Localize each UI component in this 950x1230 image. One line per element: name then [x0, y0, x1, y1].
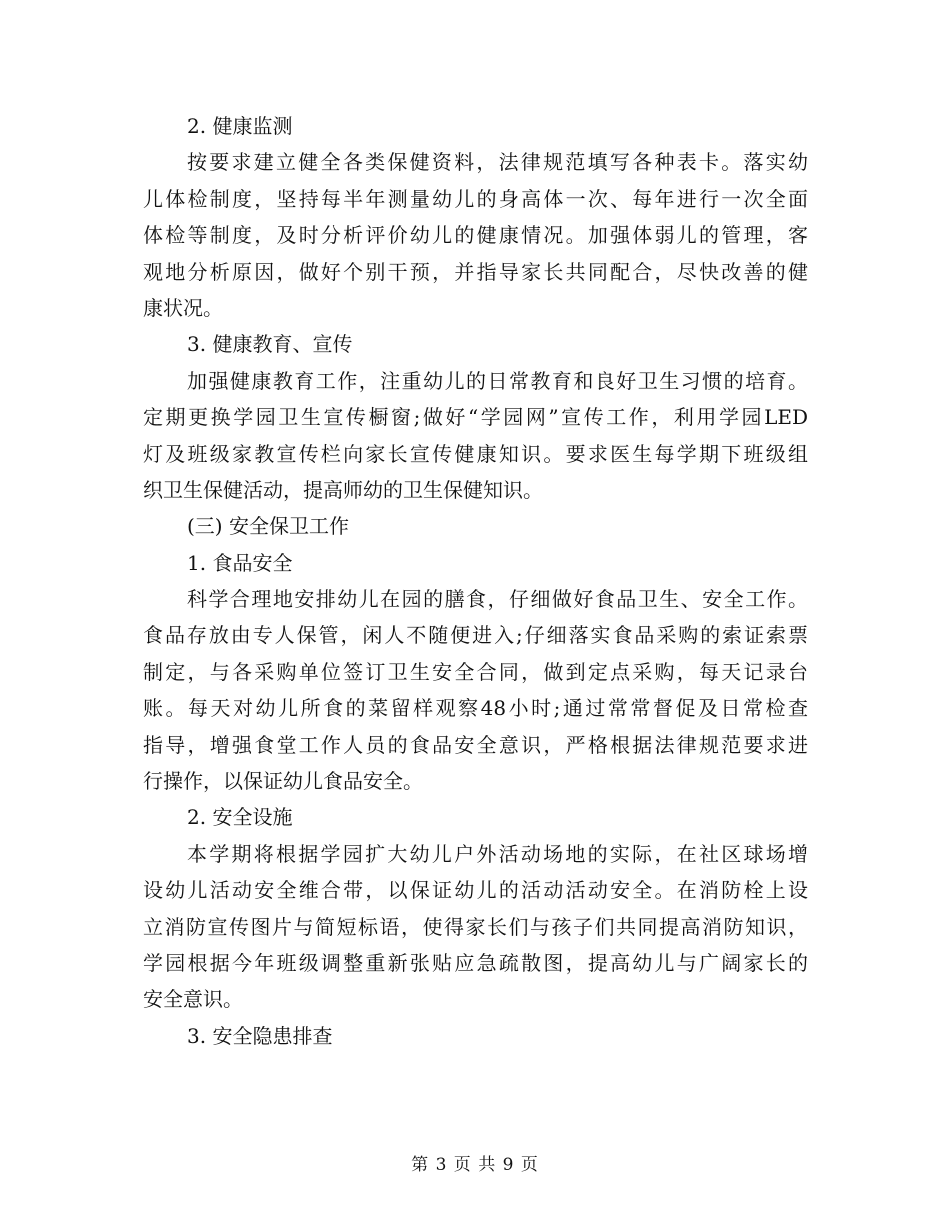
paragraph-line: 账。每天对幼儿所食的菜留样观察48小时;通过常常督促及日常检查: [143, 696, 808, 721]
paragraph-line: 行操作，以保证幼儿食品安全。: [143, 769, 423, 794]
paragraph-line: 食品存放由专人保管，闲人不随便进入;仔细落实食品采购的索证索票: [143, 623, 808, 648]
paragraph-line: 设幼儿活动安全维合带，以保证幼儿的活动活动安全。在消防栓上设: [143, 878, 808, 903]
paragraph-line: 加强健康教育工作，注重幼儿的日常教育和良好卫生习惯的培育。: [187, 368, 808, 393]
paragraph-line: 体检等制度，及时分析评价幼儿的健康情况。加强体弱儿的管理，客: [143, 223, 808, 248]
paragraph-line: 织卫生保健活动，提高师幼的卫生保健知识。: [143, 477, 543, 502]
paragraph-line: 康状况。: [143, 295, 223, 320]
heading-health-monitoring: 2. 健康监测: [187, 114, 293, 138]
heading-safety-facilities: 2. 安全设施: [187, 805, 293, 830]
paragraph-line: 定期更换学园卫生宣传橱窗;做好“学园网”宣传工作，利用学园LED: [143, 405, 808, 430]
page-number-footer: 第 3 页 共 9 页: [411, 1155, 539, 1175]
paragraph-line: 制定，与各采购单位签订卫生安全合同，做到定点采购，每天记录台: [143, 659, 808, 684]
section-heading-security: (三) 安全保卫工作: [187, 514, 349, 539]
paragraph-line: 学园根据今年班级调整重新张贴应急疏散图，提高幼儿与广阔家长的: [143, 950, 808, 975]
paragraph-line: 观地分析原因，做好个别干预，并指导家长共同配合，尽快改善的健: [143, 259, 808, 284]
document-body: [143, 108, 808, 1054]
heading-health-education: 3. 健康教育、宣传: [187, 332, 353, 357]
paragraph-line: 按要求建立健全各类保健资料，法律规范填写各种表卡。落实幼: [187, 150, 808, 175]
paragraph-line: 本学期将根据学园扩大幼儿户外活动场地的实际，在社区球场增: [187, 841, 808, 866]
paragraph-line: 安全意识。: [143, 987, 243, 1012]
paragraph-line: 灯及班级家教宣传栏向家长宣传健康知识。要求医生每学期下班级组: [143, 441, 808, 466]
paragraph-line: 科学合理地安排幼儿在园的膳食，仔细做好食品卫生、安全工作。: [187, 587, 808, 612]
paragraph-line: 指导，增强食堂工作人员的食品安全意识，严格根据法律规范要求进: [143, 732, 808, 757]
heading-hazard-inspection: 3. 安全隐患排查: [187, 1023, 333, 1048]
paragraph-line: 儿体检制度，坚持每半年测量幼儿的身高体一次、每年进行一次全面: [143, 186, 808, 211]
heading-food-safety: 1. 食品安全: [187, 550, 293, 575]
paragraph-line: 立消防宣传图片与简短标语，使得家长们与孩子们共同提高消防知识，: [143, 914, 808, 939]
